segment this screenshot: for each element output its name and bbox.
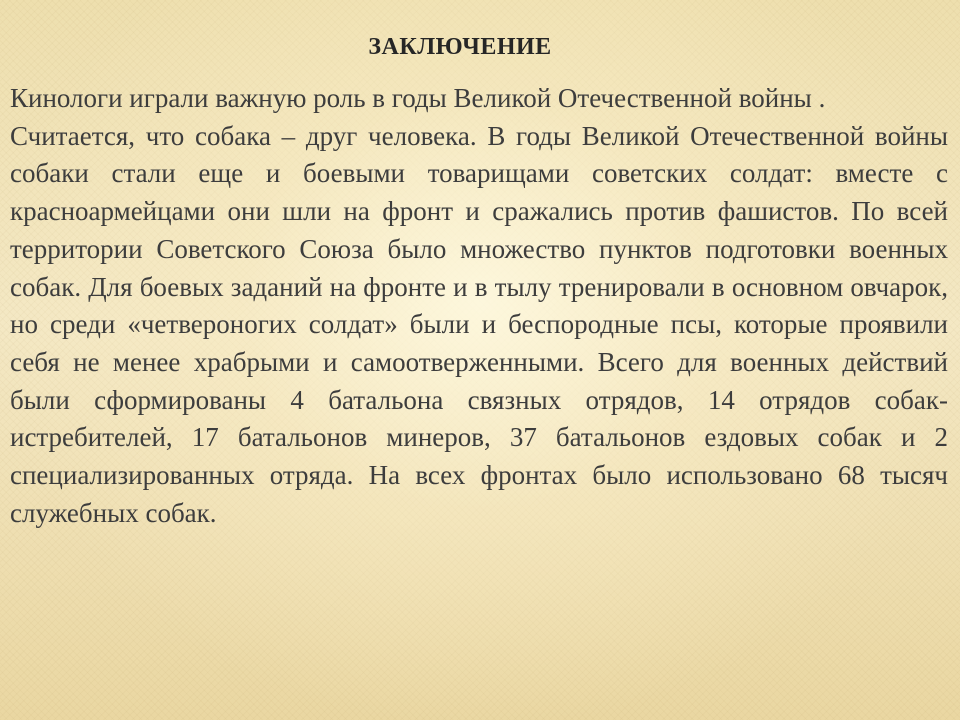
slide-title: ЗАКЛЮЧЕНИЕ	[368, 34, 552, 60]
slide-body	[10, 80, 948, 532]
paragraph-intro: Кинологи играли важную роль в годы Великой Отечественной войны .	[10, 83, 826, 113]
paragraph-main: Считается, что собака – друг человека. В годы Великой Отечественной войны собаки стали еще и боевыми товарищами советских солдат: вместе с красноармейцами они шли на фронт и сражались против фашистов. По всей территории Советского Союза было множество пунктов подготовки военных собак. Для боевых заданий на фронте и в тылу тренировали в основном овчарок, но среди «четвероногих солдат» были и беспородные псы, которые проявили себя не менее храбрыми и самоотверженными. Всего для военных действий были сформированы 4 батальона связных отрядов, 14 отрядов собак-истребителей, 17 батальонов минеров, 37 батальонов ездовых собак и 2 специализированных отряда. На всех фронтах было использовано 68 тысяч служебных собак.	[10, 120, 948, 528]
